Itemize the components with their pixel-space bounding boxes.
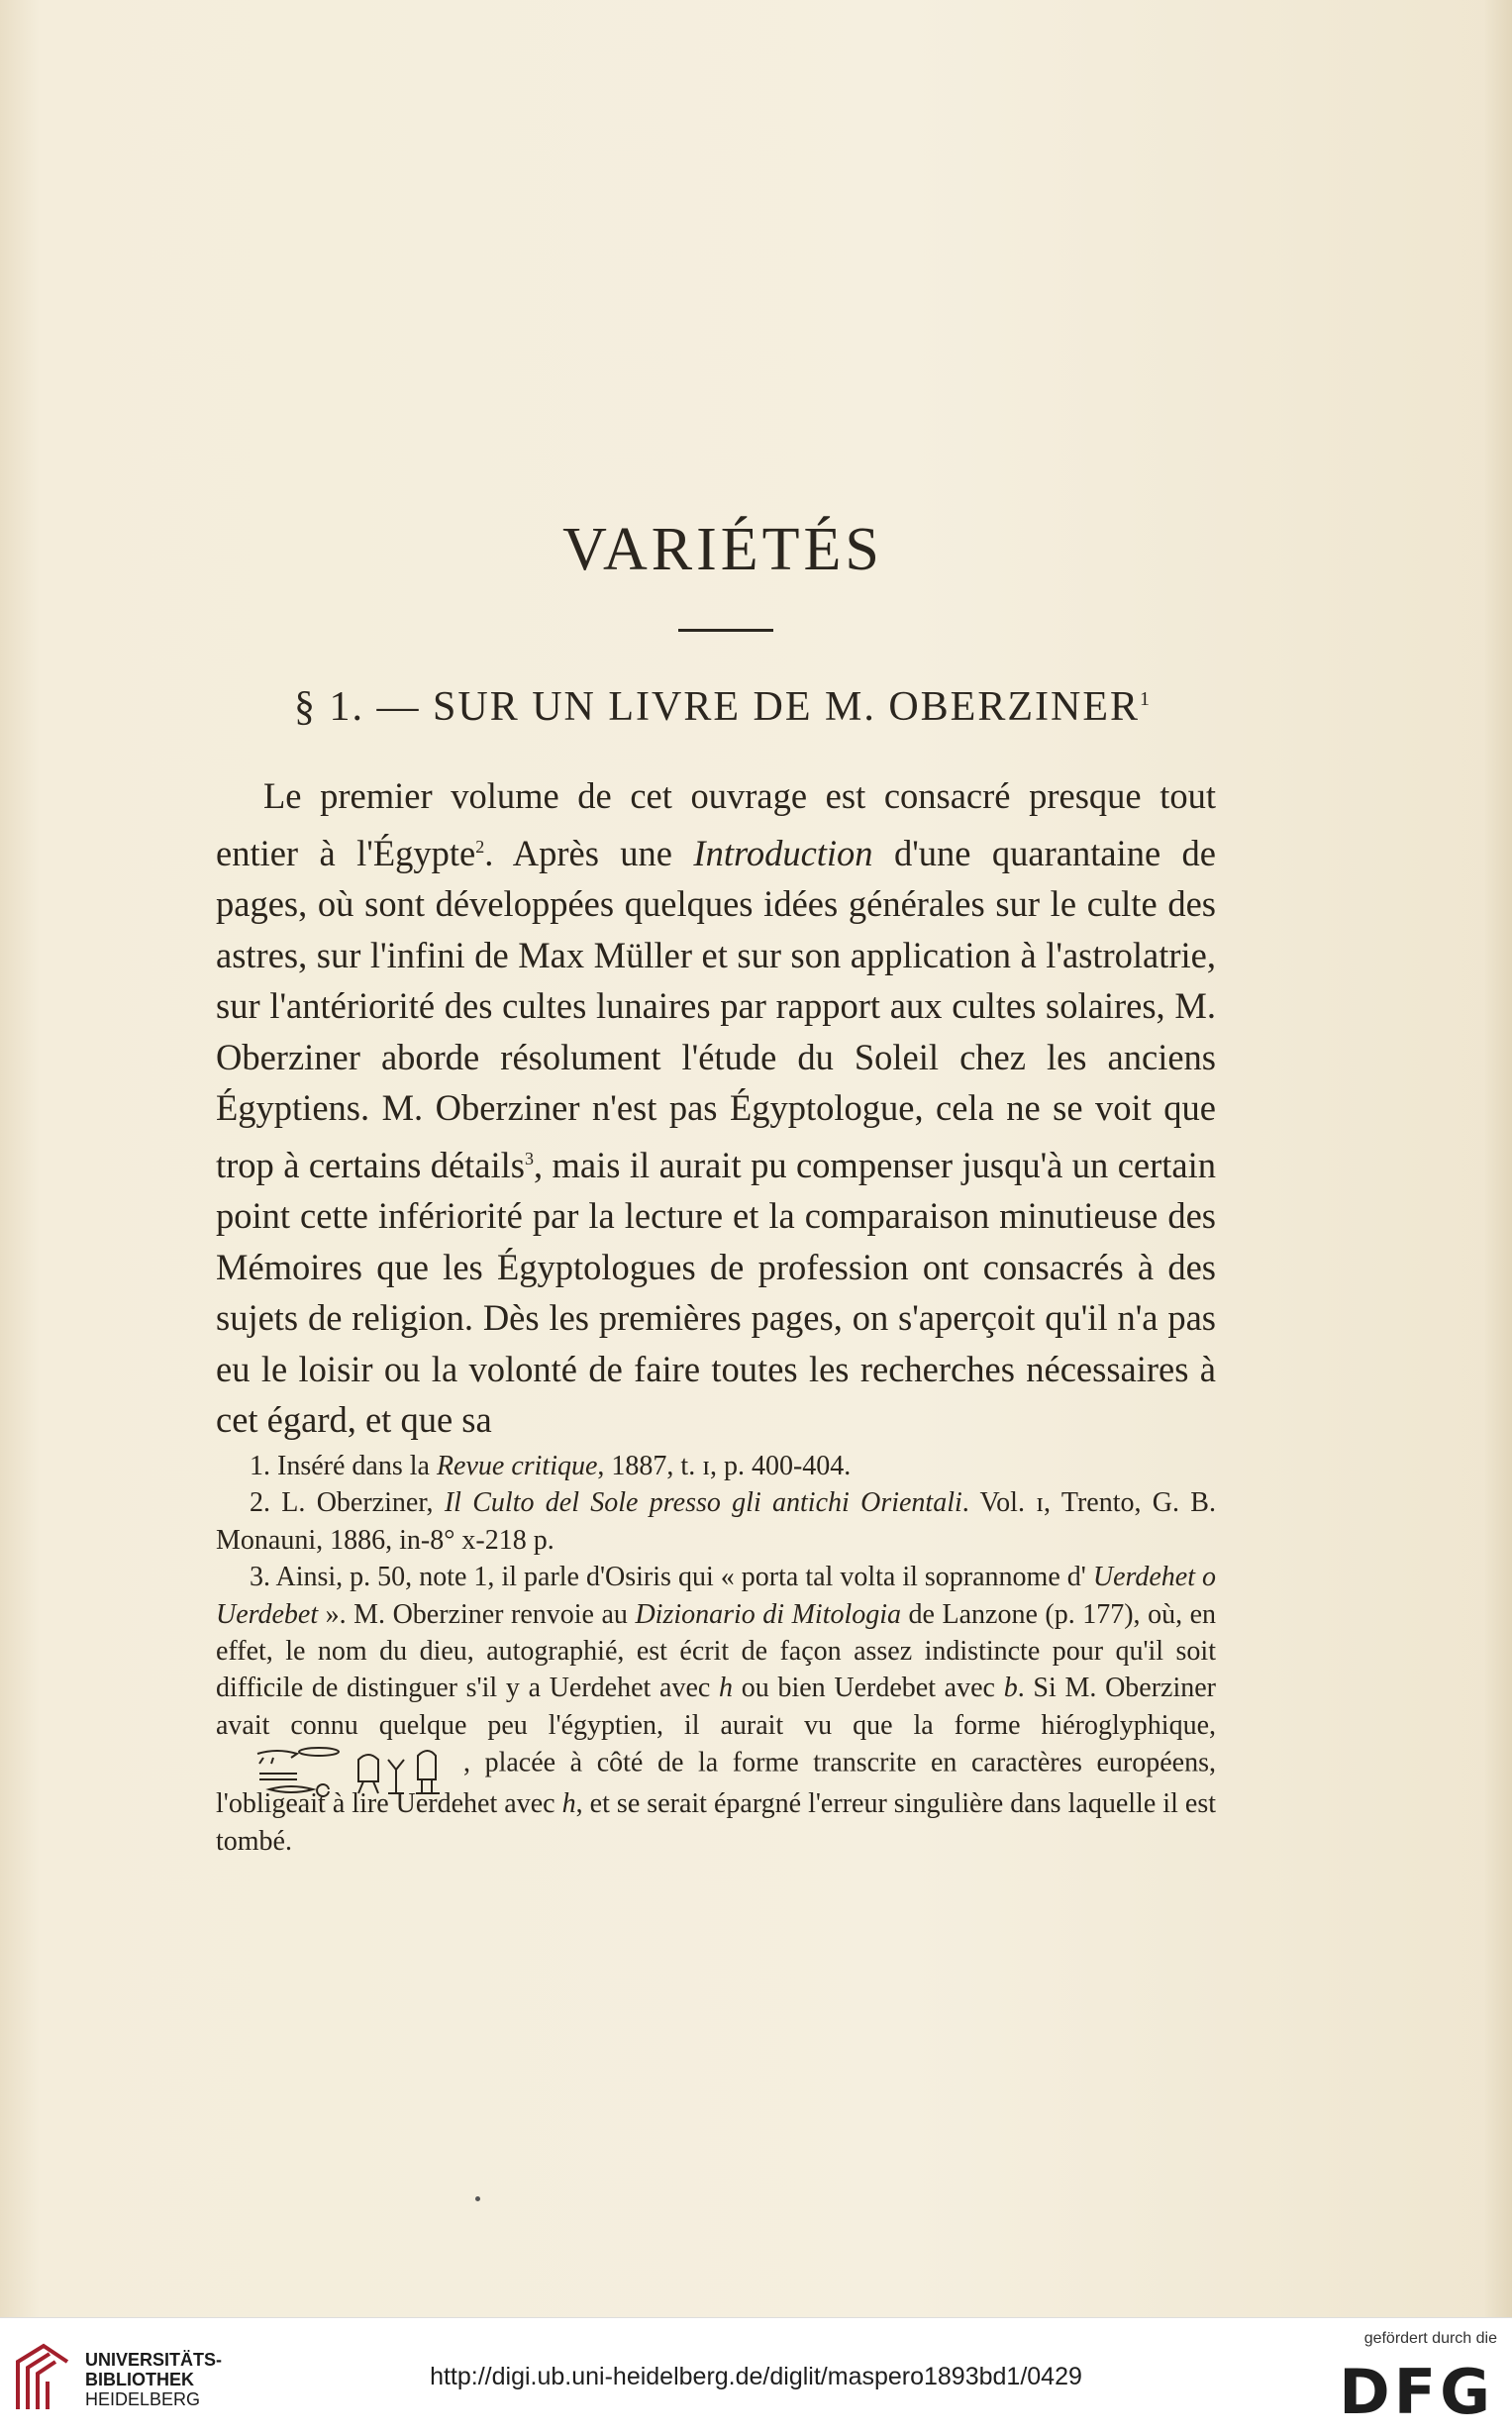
footnote-ref-3: 3 [525, 1148, 534, 1168]
footnote-3 [216, 1559, 1216, 1860]
footnote-text: ». M. Oberziner renvoie au [318, 1598, 636, 1630]
footnote-ref-2: 2 [475, 836, 485, 857]
permalink[interactable]: http://digi.ub.uni-heidelberg.de/diglit/maspero1893bd1/0429 [430, 2363, 1082, 2390]
footnotes [216, 1448, 1216, 1860]
page-title: VARIÉTÉS [562, 516, 883, 583]
footnote-text: , 1887, t. ɪ, p. 400-404. [597, 1451, 852, 1481]
footnote-1 [216, 1448, 1216, 1484]
footnote-italic: b [1003, 1673, 1018, 1704]
footnote-text: , et se serait épargné l'erreur singulière dans laquelle il est tombé. [216, 1788, 1216, 1857]
italic-term: Introduction [693, 832, 873, 873]
viewer-footer [0, 2317, 1512, 2436]
library-name-line: BIBLIOTHEK [85, 2370, 194, 2389]
footnote-italic: Il Culto del Sole presso gli antichi Orientali [444, 1487, 962, 1519]
section-heading-text: § 1. — SUR UN LIVRE DE M. OBERZINER [294, 684, 1140, 730]
footnote-text: de Lanzone (p. 177), où, en effet, le nom du dieu, autographié, est écrit de façon assez indistincte pour qu'il soit difficile de distinguer s'il y a Uerdehet avec [216, 1598, 1217, 1704]
dfg-logo[interactable]: DFG [1339, 2356, 1494, 2428]
page-edge [1485, 0, 1512, 2317]
title-rule [678, 629, 773, 632]
paragraph [216, 770, 1216, 1446]
footnote-2 [216, 1484, 1216, 1559]
library-name-line: UNIVERSITÄTS- [85, 2350, 223, 2370]
body-text: Le premier volume de cet ouvrage est consacré presque tout entier à l'Égypte [216, 775, 1216, 873]
section-heading [0, 683, 1446, 731]
footnote-text: 3. Ainsi, p. 50, note 1, il parle d'Osiris qui « porta tal volta il soprannome d' [250, 1562, 1093, 1593]
footnote-text: , placée à côté de la forme transcrite en caractères européens, l'obligeait à lire Uerdehet avec [216, 1747, 1216, 1820]
body-text: , mais il aurait pu compenser jusqu'à un certain point cette infériorité par la lecture et la comparaison minutieuse des Mémoires que les Égyptologues de profession ont consacrés à des sujets de religion. Dès les premières pages, on s'aperçoit qu'il n'a pas eu le loisir ou la volonté de faire toutes les recherches nécessaires à cet égard, et que sa [216, 1144, 1216, 1441]
footnote-text: 2. L. Oberziner, [250, 1487, 445, 1519]
footnote-italic: Uerdehet o Uerdebet [216, 1562, 1217, 1630]
library-name-line: HEIDELBERG [85, 2389, 201, 2409]
body-paragraph [216, 770, 1216, 1446]
section-heading-note: 1 [1140, 688, 1152, 710]
footnote-text: 1. Inséré dans la [250, 1451, 437, 1481]
footnote-text: ou bien Uerdebet avec [733, 1673, 1004, 1704]
ink-speck [475, 2196, 480, 2201]
sponsor-label: gefördert durch die [1363, 2330, 1497, 2347]
footnote-text: . Vol. ɪ, Trento, G. B. Monauni, 1886, in-8° x-218 p. [216, 1487, 1216, 1556]
body-text: . Après une [484, 832, 694, 873]
footnote-italic: h [719, 1673, 734, 1704]
footnote-italic: h [561, 1788, 576, 1820]
hieroglyph-icon [216, 1744, 463, 1785]
body-text: d'une quarantaine de pages, où sont développées quelques idées générales sur le culte des astres, sur l'infini de Max Müller et sur son application à l'astrolatrie, sur l'antériorité des cultes lunaires par rapport aux cultes solaires, M. Oberziner aborde résolument l'étude du Soleil chez les anciens Égyptiens. M. Oberziner n'est pas Égyptologue, cela ne se voit que trop à certains détails [216, 832, 1216, 1185]
footnote-italic: Dizionario di Mitologia [635, 1598, 902, 1630]
footnote-text: . Si M. Oberziner avait connu quelque peu l'égyptien, il aurait vu que la forme hiéroglyphique, [216, 1673, 1216, 1741]
footnote-italic: Revue critique [436, 1451, 598, 1481]
